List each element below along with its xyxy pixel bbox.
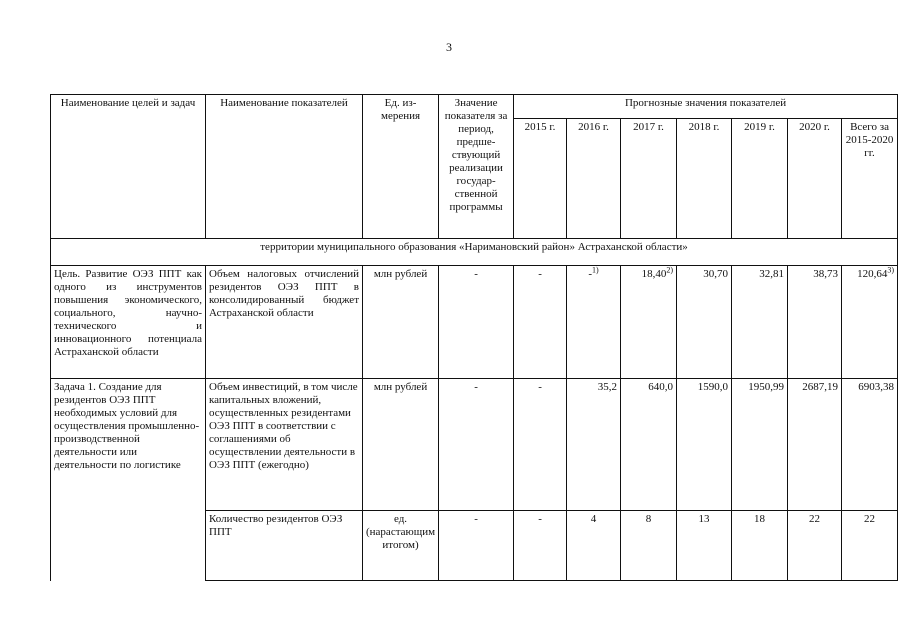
value-text: 18,40 <box>641 268 667 280</box>
footnote-marker: 3) <box>887 265 895 275</box>
goal-cell: Цель. Развитие ОЭЗ ППТ как одного из инструментов повышения экономического, социального, научно-технического и инновационного потенциала Астраханской области <box>51 266 206 379</box>
prior-value-cell: - <box>439 511 514 581</box>
value-cell: 1950,99 <box>732 379 788 511</box>
value-cell <box>514 266 567 379</box>
prior-value-cell: - <box>439 379 514 511</box>
header-year: 2019 г. <box>732 119 788 239</box>
value-cell: 22 <box>842 511 898 581</box>
header-year: 2015 г. <box>514 119 567 239</box>
header-goals: Наименование целей и задач <box>51 95 206 239</box>
value-cell <box>621 266 677 379</box>
unit-cell: млн рублей <box>363 379 439 511</box>
value-cell: 13 <box>677 511 732 581</box>
value-text: 30,70 <box>703 268 729 280</box>
indicators-table <box>50 94 898 581</box>
value-cell: 35,2 <box>567 379 621 511</box>
value-cell: - <box>514 511 567 581</box>
footnote-marker: 1) <box>592 265 599 275</box>
unit-cell: млн рублей <box>363 266 439 379</box>
value-text: - <box>588 268 593 280</box>
value-text: 32,81 <box>759 268 785 280</box>
value-cell <box>788 266 842 379</box>
value-cell <box>677 266 732 379</box>
indicator-cell: Количество резидентов ОЭЗ ППТ <box>206 511 363 581</box>
value-text: 120,64 <box>857 268 888 280</box>
value-cell: 8 <box>621 511 677 581</box>
value-cell: 4 <box>567 511 621 581</box>
unit-cell: ед. (нарастающим итогом) <box>363 511 439 581</box>
header-year-total: Всего за 2015-2020 гг. <box>842 119 898 239</box>
table-row <box>51 266 898 379</box>
value-cell: 22 <box>788 511 842 581</box>
table-row <box>51 379 898 511</box>
value-cell: 640,0 <box>621 379 677 511</box>
value-text: - <box>538 268 542 280</box>
header-unit: Ед. из-мерения <box>363 95 439 239</box>
header-year: 2018 г. <box>677 119 732 239</box>
value-text: 38,73 <box>813 268 839 280</box>
value-cell: 18 <box>732 511 788 581</box>
prior-value-cell: - <box>439 266 514 379</box>
section-title: территории муниципального образования «Наримановский район» Астраханской области» <box>51 239 898 266</box>
value-cell <box>842 266 898 379</box>
value-cell: - <box>514 379 567 511</box>
value-cell <box>732 266 788 379</box>
header-indicators: Наименование показателей <box>206 95 363 239</box>
header-year: 2017 г. <box>621 119 677 239</box>
value-cell: 1590,0 <box>677 379 732 511</box>
header-forecast-group: Прогнозные значения показателей <box>514 95 898 119</box>
value-cell: 2687,19 <box>788 379 842 511</box>
header-year: 2020 г. <box>788 119 842 239</box>
header-prior-value: Значение показателя за период, предше-ствующий реализации государ-ственной программы <box>439 95 514 239</box>
page-number: 3 <box>446 40 452 54</box>
footnote-marker: 2) <box>666 265 674 275</box>
goal-cell: Задача 1. Создание для резидентов ОЭЗ ППТ необходимых условий для осуществления промышленно-производственной деятельности или деятельности по логистике <box>51 379 206 581</box>
value-cell: 6903,38 <box>842 379 898 511</box>
indicator-cell: Объем инвестиций, в том числе капитальных вложений, осуществленных резидентами ОЭЗ ППТ в соответствии с соглашениями об осуществлении деятельности в ОЭЗ ППТ (ежегодно) <box>206 379 363 511</box>
header-year: 2016 г. <box>567 119 621 239</box>
indicator-cell: Объем налоговых отчислений резидентов ОЭЗ ППТ в консолидированный бюджет Астраханской области <box>206 266 363 379</box>
value-cell <box>567 266 621 379</box>
